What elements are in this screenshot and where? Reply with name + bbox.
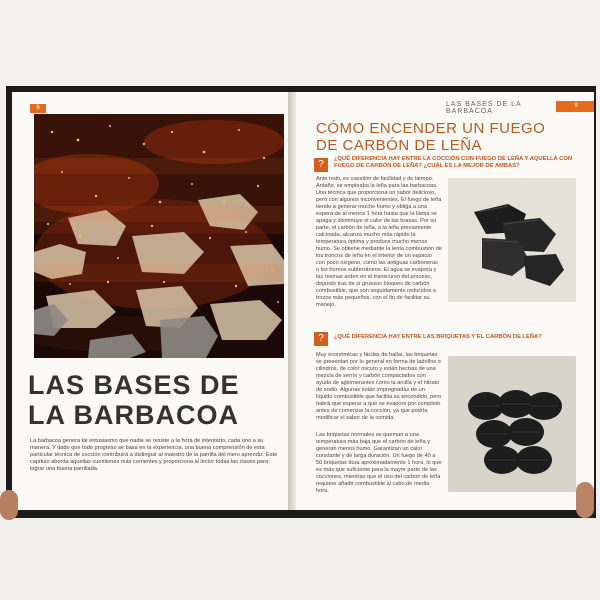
background-bottom (0, 515, 600, 600)
question-1: ¿QUÉ DIFERENCIA HAY ENTRE LA COCCIÓN CON FUEGO DE LEÑA Y AQUELLA CON FUEGO DE CARBÓN DE LEÑA? ¿CUÁL ES LA MEJOR DE AMBAS? (334, 156, 573, 169)
page-number-left: 6 (30, 104, 46, 113)
running-header: LAS BASES DE LA BARBACOA (446, 101, 522, 115)
right-page (296, 92, 594, 510)
answer-2: Muy económicas y fáciles de hallar, las briquetas se presentan por lo general en forma de ladrillos o cilindros, de color oscuro y están hechas de una mezcla de serrín y carbón compactados con ayuda de aglomerantes como la arcilla y el nitrato de sodio. Algunas están impregnadas de un líquido combustible que facilita su encendido, pero habrá que esperar a que se evapore por completo antes de comenzar la cocción, ya que podría modificar el sabor de la comida. (316, 352, 442, 421)
briquettes-photo (448, 356, 576, 492)
fire-embers-illustration (34, 114, 284, 358)
chapter-title: LAS BASES DE LA BARBACOA (28, 370, 240, 430)
charcoal-photo (448, 178, 576, 302)
left-page (12, 92, 295, 510)
left-hand (0, 490, 18, 520)
answer-3: Las briquetas normales se queman a una temperatura más baja que el carbón de leña y generan menos humo. Garantizan un calor constante y de larga duración. Un fuego de 40 a 50 briquetas dura aproximadamente 1 hora, lo que es más que suficiente para la mayor parte de las cocciones, mientras que el uso del carbón de leña requiere añadir combustible al cabo de media hora. (316, 432, 442, 494)
answer-1: Ante todo, es cuestión de facilidad y de tiempo. Antaño, se empleaba la leña para las barbacoas. Una técnica que proporciona un sabor delicioso, pero con algunos inconvenientes. El fuego de leña tiende a generar mucho humo y obliga a una espera de al menos 1 hora hasta que la llama se apaga y disminuye el calor de las brasas. Por su parte, el carbón de leña, o la leña previamente calcinada, alcanza mucho más rápido la temperatura óptima y produce mucho menos humo. Se obtiene mediante la lenta combustión de los troncos de leña en el interior de un espacio con poco oxígeno, como las antiguas carboneras o los hornos subterráneos. El agua se evapora y las resinas arden en el transcurso del proceso, dejando tras de sí gruesos bloques de carbón combustible, que son seguidamente reducidos a trozos más pequeños, con el fin de facilitar su manejo. (316, 176, 442, 308)
fire-embers-image (34, 114, 284, 358)
question-icon: ? (314, 332, 328, 346)
page-number-right: 9 (568, 102, 584, 111)
section-title: CÓMO ENCENDER UN FUEGO DE CARBÓN DE LEÑA (316, 120, 546, 154)
charcoal-illustration (448, 178, 576, 302)
right-hand (576, 482, 594, 518)
left-intro-text: La barbacoa genera tal entusiasmo que nadie se resiste a la hora de intentarlo, cada uno a su manera. Y dado que todo progreso se basa en la experiencia, una buena comprensión de esta particular técnica de cocción contribuirá a distinguir al maestro de la parrilla del mero aprendiz. Este capítulo aborda aquellas cuestiones más corrientes y proporciona al lector todas las claves para lograr una buena parrillada. (30, 438, 278, 472)
briquettes-illustration (448, 356, 576, 492)
question-icon: ? (314, 158, 328, 172)
background-top (0, 0, 600, 88)
question-2: ¿QUÉ DIFERENCIA HAY ENTRE LAS BRIQUETAS Y EL CARBÓN DE LEÑA? (334, 334, 542, 340)
